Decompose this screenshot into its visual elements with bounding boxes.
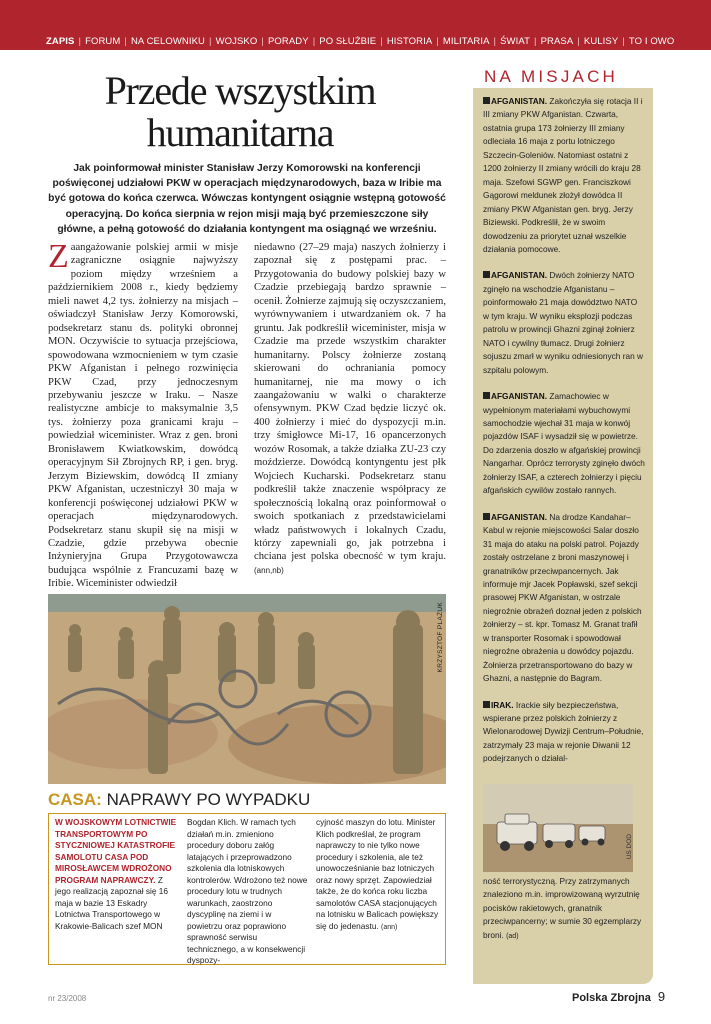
bullet-square-icon [483, 271, 490, 278]
article-column-2 [254, 241, 446, 577]
page-number: 9 [657, 989, 666, 1004]
sidebar-item-key: AFGANISTAN. [491, 511, 548, 522]
sidebar-signature: (ad) [506, 932, 519, 940]
sidebar-title: NA MISJACH [484, 67, 619, 86]
sidebar-item [483, 511, 645, 686]
nav-item-historia[interactable]: | HISTORIA [376, 36, 432, 47]
nav-item-na-celowniku[interactable]: | NA CELOWNIKU [120, 36, 205, 47]
sidebar-news-list [483, 95, 645, 779]
nav-item-zapis[interactable]: ZAPIS [46, 36, 75, 47]
sidebar-continued [483, 875, 645, 943]
casa-column-1-text: Z jego realizacją zapoznał się 16 maja w bazie 13 Eskadry Lotnictwa Transportowego w Krakowie-Balicach szef MON [55, 874, 169, 931]
sidebar-item [483, 390, 645, 498]
casa-signature: (ann) [381, 923, 398, 931]
casa-lead: W WOJSKOWYM LOTNICTWIE TRANSPORTOWYM PO STYCZNIOWEJ KATASTROFIE SAMOLOTU CASA POD MIROSŁAWCEM WDROŻONO PROGRAM NAPRAWCZY. [55, 817, 177, 885]
bullet-square-icon [483, 513, 490, 520]
sidebar-item-text: Zakończyła się rotacja II i III zmiany PKW Afganistan. Czwarta, ostatnia grupa 173 żołnierzy III zmiany odleciała 16 maja z portu lotniczego Szczecin-Goleniów. Natomiast ostatni z 1200 żołnierzy II zmiany wrócili do kraju 28 maja. Szefowi SGWP gen. Franciszkowi Gągorowi meldunek złożył dowódca II zmiany PKW Afganistan gen. bryg. Jerzy Biziewski. Podkreślił, że w swoim dowodzeniu za priorytet uznał wszelkie działania pomocowe. [483, 96, 643, 254]
sidebar-item-key: IRAK. [491, 699, 514, 710]
article-column-1-text: aangażowanie polskiej armii w misje zagraniczne osiągnie najwyższy poziom między wrześniem a październikiem 2008 r., kiedy będziemy mieli nawet 4,2 tys. żołnierzy na misjach – oświadczył Stanisław Jerzy Komorowski, podsekretarz stanu ds. polityki obronnej MON. Oczywiście to sytuacja przejściowa, spowodowana wzmocnieniem w tym czasie PKW Afganistan i pełnego rozwinięcia PKW Czad, przy jednoczesnym przebywaniu jeszcze w Iraku. – Nasze realistyczne ambicje to maksymalnie 3,5 tys. żołnierzy poza granicami kraju – powiedział wiceminister. Wraz z gen. broni Bronisławem Kwiatkowskim, dowódcą operacyjnym Sił Zbrojnych RP, i gen. bryg. Jerzym Biziewskim, dowódcą II zmiany PKW Afganistan, uczestniczył 30 maja w konferencji poświęconej udziałowi PKW w operacjach międzynarodowych. Podsekretarz stanu skupił się na misji w Czadzie, gdzie przebywa obecnie Inżynieryjna Grupa Przygotowawcza budująca wspólnie z Francuzami bazę w Iribie. Wiceminister odwiedził [48, 242, 238, 590]
casa-column-2 [187, 817, 309, 967]
convoy-photo [483, 784, 633, 872]
page-footer [572, 989, 665, 1004]
nav-item-militaria[interactable]: | MILITARIA [432, 36, 489, 47]
article-column-2-text: niedawno (27–29 maja) naszych żołnierzy i zapoznał się z postępami prac. – Przygotowania do budowy polskiej bazy w Czadzie przebiegają bardzo sprawnie – ocenił. Żołnierze zajmują się oczyszczaniem, wyrównywaniem i utwardzaniem ok. 7 ha gruntu. Jak podkreślił wiceminister, misja w Czadzie ma przede wszystkim charakter humanitarny. Polscy żołnierze zostaną skierowani do ochraniania pomocy humanitarnej, nie ma mowy o ich zaangażowaniu w walki o charakterze ofensywnym. PKW Czad będzie liczyć ok. 400 żołnierzy i mieć do dyspozycji m.in. trzy śmigłowce Mi-17, 16 opancerzonych wozów Rosomak, a także działka ZU-23 czy moździerze. Dowódcą kontyngentu jest płk Wojciech Kucharski. Podsekretarz stanu podkreślił także znaczenie współpracy ze społecznością lokalną oraz poinformował o swoich spotkaniach z przedstawicielami władz państwowych i lokalnych Czadu, którzy zapewniali go, jak potrzebna i chciana jest polska obecność w tym kraju. [254, 242, 446, 563]
sidebar-item [483, 95, 645, 256]
sidebar-continued-text: ność terrorystyczną. Przy zatrzymanych znaleziono m.in. improwizowaną wyrzutnię pocisków rakietowych, granatnik przeciwpancerny; w sumie 30 egzemplarzy broni. [483, 876, 642, 940]
nav-item-to-i-owo[interactable]: | TO I OWO [618, 36, 674, 47]
sidebar-item [483, 699, 645, 766]
convoy-photo-illustration [483, 784, 633, 872]
nav-item-prasa[interactable]: | PRASA [530, 36, 573, 47]
author-signature: (ann,nb) [254, 565, 284, 575]
casa-headline [48, 790, 310, 810]
sidebar-photo-credit: US DOD [626, 834, 633, 860]
article-column-1 [48, 238, 238, 591]
magazine-name: Polska Zbrojna [572, 992, 651, 1004]
article-title [60, 70, 420, 154]
soldiers-photo-illustration [48, 594, 446, 784]
sidebar-item-key: AFGANISTAN. [491, 391, 548, 402]
article-title-line2: humanitarna [146, 110, 334, 155]
top-nav-bar [0, 0, 711, 50]
bullet-square-icon [483, 97, 490, 104]
bullet-square-icon [483, 392, 490, 399]
nav-item-porady[interactable]: | PORADY [257, 36, 308, 47]
nav-item-wojsko[interactable]: | WOJSKO [205, 36, 257, 47]
casa-column-2-text: Bogdan Klich. W ramach tych działań m.in. zmieniono procedury doboru załóg latających i przeprowadzono szkolenia dla lotniskowych kontrolerów. Wdrożono też nowe procedury lotu w trudnych warunkach, zaostrzono dyscyplinę na ziemi i w powietrzu oraz poprawiono sprawność serwisu technicznego, a w konsekwencji dyspozy- [187, 817, 308, 965]
sidebar-item-key: AFGANISTAN. [491, 96, 548, 106]
nav-item-kulisy[interactable]: | KULISY [573, 36, 618, 47]
soldiers-photo [48, 594, 446, 784]
drop-cap: Z [48, 238, 69, 275]
article-title-line1: Przede wszystkim [104, 68, 376, 113]
casa-column-1 [55, 817, 179, 932]
sidebar-item-text: Dwóch żołnierzy NATO zginęło na wschodzie Afganistanu – poinformowało 21 maja dowództwo NATO w tym kraju. W wyniku eksplozji podczas patrolu w prowincji Ghazni zginął żołnierz NATO i cywilny tłumacz. Drugi żołnierz sojuszu zmarł w wyniku odniesionych ran w szpitalu polowym. [483, 270, 644, 375]
sidebar-item-text: Zamachowiec w wypełnionym materiałami wybuchowymi samochodzie wjechał 31 maja w konwój pojazdów ISAF i wysadził się w powietrze. Do zdarzenia doszło w afgańskiej prowincji Nangarhar. Oprócz terrorysty zginęło dwóch żołnierzy ISAF, a czterech żołnierzy i pięciu afgańskich cywilów zostało rannych. [483, 391, 645, 496]
casa-column-3 [316, 817, 440, 933]
section-nav [46, 36, 674, 47]
casa-title: NAPRAWY PO WYPADKU [106, 790, 311, 809]
nav-item-forum[interactable]: | FORUM [74, 36, 120, 47]
casa-label: CASA: [48, 790, 102, 809]
photo-credit: KRZYSZTOF PLAŻUK [437, 602, 444, 673]
sidebar-item-text: Na drodze Kandahar–Kabul w rejonie miejscowości Salar doszło 31 maja do ataku na polski patrol. Pojazdy zostały ostrzelane z broni maszynowej i granatników przeciwpancernych. Jak informuje mjr Jacek Popławski, szef sekcji prasowej PKW Afganistan, w ostrzale niegroźnie obrażeń doznał jeden z polskich żołnierzy – st. kpr. Tomasz M. Granat trafił w transporter Rosomak i spowodował niegroźne obrażenia u dowódcy pojazdu. Żołnierza przetransportowano do bazy w Ghazni, a następnie do Bagram. [483, 511, 642, 684]
issue-number: nr 23/2008 [48, 994, 87, 1003]
casa-column-3-text: cyjność maszyn do lotu. Minister Klich podkreślał, że program naprawczy to nie tylko nowe procedury i szkolenia, ale też unowocześnianie baz lotniczych oraz nowy sprzęt. Zapowiedział także, że do końca roku liczba samolotów CASA stacjonujących na lotnisku w Balicach powiększy się do jedenastu. [316, 817, 439, 931]
article-lead: Jak poinformował minister Stanisław Jerzy Komorowski na konferencji poświęconej udziałowi PKW w operacjach międzynarodowych, baza w Iribie ma być gotowa do końca czerwca. Wówczas kontyngent osiągnie wstępną gotowość operacyjną. Do końca sierpnia w rejon misji mają być przemieszczone siły główne, a pełną gotowość do działania kontyngent ma osiągnąć we wrześniu. [48, 163, 446, 235]
sidebar-item [483, 269, 645, 377]
bullet-square-icon [483, 701, 490, 708]
sidebar-item-key: AFGANISTAN. [491, 270, 548, 281]
nav-item-swiat[interactable]: | ŚWIAT [490, 36, 530, 47]
sidebar-item-text: Irackie siły bezpieczeństwa, wspierane przez polskich żołnierzy z Wielonarodowej Dywizji Centrum–Południe, zatrzymały 23 maja w rejonie Diwanii 12 podejrzanych o działal- [483, 699, 644, 764]
nav-item-po-sluzbie[interactable]: | PO SŁUŻBIE [309, 36, 377, 47]
